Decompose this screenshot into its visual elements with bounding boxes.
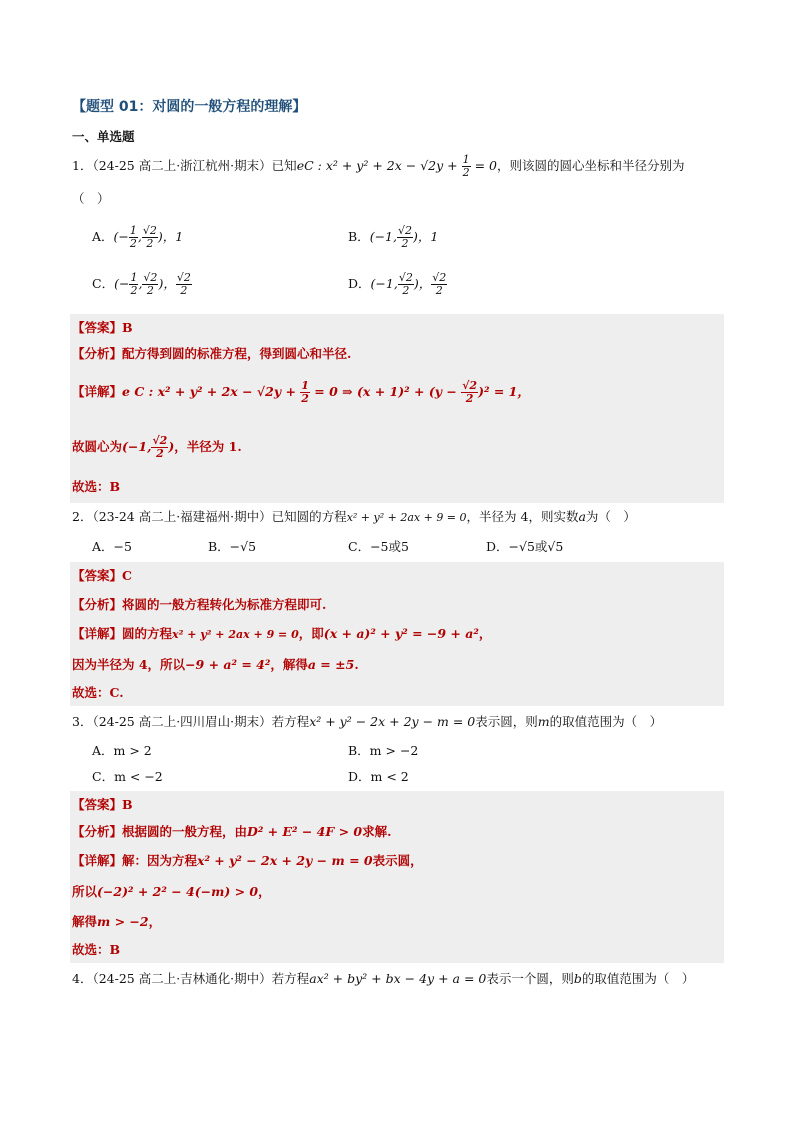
answer-3: 【答案】B (72, 797, 133, 812)
section-title: 一、单选题 (72, 129, 135, 144)
q3-option-a: A．m > 2 (92, 743, 152, 758)
option-a: A．(− $\frac{1}{2}$ , $\frac{√2}{2}$ )，1 (92, 224, 184, 250)
question-source: （24-25 高二上·浙江杭州·期末） (92, 158, 272, 173)
option-c: C．(− $\frac{1}{2}$ , $\frac{√2}{2}$ )， $\frac{√2}{2}$ (92, 271, 191, 297)
q3-option-b: B．m > −2 (348, 743, 419, 758)
question-2-stem: 2．（23-24 高二上·福建福州·期中）已知圆的方程x² + y² + 2ax + 9 = 0，半径为 4，则实数a为（ ） (72, 509, 636, 524)
topic-heading: 【题型 01：对圆的一般方程的理解】 (72, 99, 307, 115)
q2-option-a: A．−5 (92, 539, 132, 554)
question-4-stem: 4．（24-25 高二上·吉林通化·期中）若方程ax² + by² + bx − 4y + a = 0表示一个圆，则b的取值范围为（ ） (72, 971, 695, 986)
answer-paren: （ ） (72, 191, 110, 206)
q3-option-d: D．m < 2 (348, 769, 409, 784)
q2-option-d: D．−√5或√5 (486, 539, 564, 554)
option-b: B．(−1, $\frac{√2}{2}$ )，1 (348, 224, 439, 250)
answer-1: 【答案】B (72, 320, 133, 335)
question-1-stem: 1．（24-25 高二上·浙江杭州·期末）已知eC : x² + y² + 2x − √2y + $\frac{1}{2}$ = 0，则该圆的圆心坐标和半径分别为 (72, 153, 685, 179)
question-number: 1． (72, 158, 93, 173)
fraction: $\frac{1}{2}$ (462, 153, 470, 179)
analysis-1: 【分析】配方得到圆的标准方程，得到圆心和半径. (72, 346, 352, 361)
solution-block-3 (70, 791, 724, 963)
solution-block-1 (70, 314, 724, 503)
choice-3: 故选：B (72, 942, 121, 957)
analysis-3: 【分析】根据圆的一般方程，由D² + E² − 4F > 0求解. (72, 824, 392, 839)
answer-2: 【答案】C (72, 568, 132, 583)
q2-option-b: B．−√5 (208, 539, 257, 554)
choice-2: 故选：C. (72, 685, 124, 700)
detail-1: 【详解】e C : x² + y² + 2x − √2y + $\frac{1}{2}$ = 0 ⇒ (x + 1)² + (y − $\frac{√2}{2}$ )² = 1， (72, 379, 530, 405)
option-d: D．(−1, $\frac{√2}{2}$ )， $\frac{√2}{2}$ (348, 271, 447, 297)
analysis-2: 【分析】将圆的一般方程转化为标准方程即可. (72, 597, 327, 612)
detail-3-line-2: 所以(−2)² + 2² − 4(−m) > 0， (72, 884, 271, 899)
q3-option-c: C．m < −2 (92, 769, 163, 784)
detail-3-line-3: 解得m > −2， (72, 914, 162, 929)
circle-symbol: e (296, 158, 305, 173)
question-3-stem: 3．（24-25 高二上·四川眉山·期末）若方程x² + y² − 2x + 2y − m = 0表示圆，则m的取值范围为（ ） (72, 714, 663, 729)
choice-1: 故选：B (72, 479, 121, 494)
detail-2-line-2: 因为半径为 4，所以−9 + a² = 4²，解得a = ±5. (72, 657, 359, 672)
center-line-1: 故圆心为(−1, $\frac{√2}{2}$ )，半径为 1. (72, 434, 242, 460)
detail-3: 【详解】解：因为方程x² + y² − 2x + 2y − m = 0表示圆， (72, 853, 423, 868)
q2-option-c: C．−5或5 (348, 539, 409, 554)
detail-2: 【详解】圆的方程x² + y² + 2ax + 9 = 0，即(x + a)² + y² = −9 + a²， (72, 626, 492, 641)
